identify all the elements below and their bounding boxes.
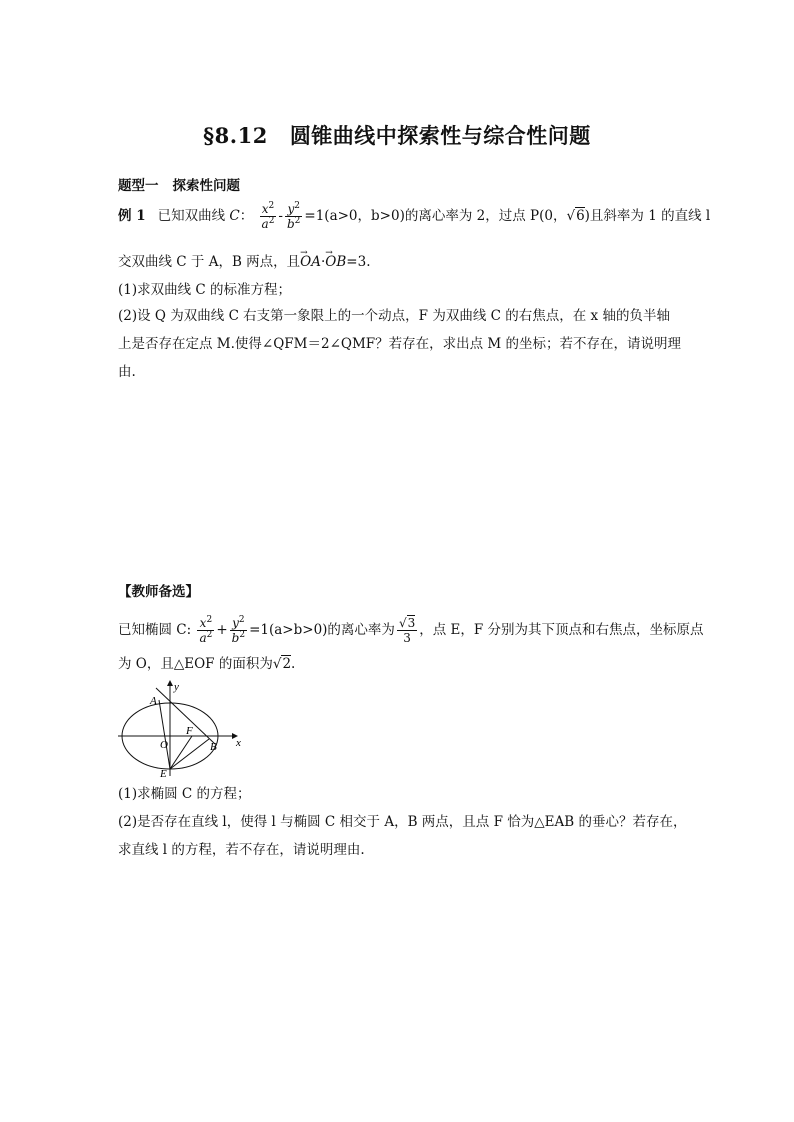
- label-y: y: [174, 681, 179, 693]
- sqrt-symbol: √: [272, 656, 282, 672]
- teacher-label: 【教师备选】: [118, 584, 199, 600]
- example1-q2-line1: (2)设 Q 为双曲线 C 右支第一象限上的一个动点，F 为双曲线 C 的右焦点，在 x 轴的负半轴: [118, 308, 670, 324]
- example1-line2: [118, 252, 371, 272]
- segment-ef: [170, 736, 192, 769]
- teacher-tail: ，点 E，F 分别为其下顶点和右焦点，坐标原点: [419, 622, 704, 638]
- fraction-x2-a2: [260, 202, 277, 231]
- curve-name: C: [229, 208, 240, 224]
- teacher-q2-line1: (2)是否存在直线 l，使得 l 与椭圆 C 相交于 A，B 两点，且点 F 恰为△EAB 的垂心？若存在，: [118, 814, 687, 830]
- segment-ea: [159, 700, 170, 769]
- exp: 2: [206, 630, 213, 640]
- ellipse-figure: [112, 678, 244, 778]
- frac-num: y: [287, 202, 295, 216]
- teacher-condition: =1(a>b>0)的离心率为: [249, 622, 395, 638]
- frac-num: x: [261, 202, 269, 216]
- teacher-line2-pre: 为 O，且△EOF 的面积为: [118, 656, 273, 672]
- frac-den: a: [261, 217, 269, 231]
- y-axis-arrow: [167, 680, 173, 686]
- example-label: 例 1: [118, 208, 146, 224]
- sqrt-symbol: √: [566, 208, 576, 224]
- title-text: 圆锥曲线中探索性与综合性问题: [289, 123, 591, 148]
- page-title: [0, 120, 794, 150]
- example1-pre: 已知双曲线: [157, 208, 226, 224]
- minus-sign: -: [278, 208, 283, 224]
- colon: ：: [239, 208, 254, 224]
- teacher-line2-end: .: [291, 656, 296, 672]
- exp: 2: [294, 216, 301, 226]
- label-f: F: [186, 725, 193, 737]
- label-a: A: [150, 695, 157, 707]
- label-o: O: [160, 739, 168, 751]
- ecc-num: 3: [407, 616, 416, 630]
- vector-oa: → OA: [300, 252, 321, 272]
- section-number: §8.12: [203, 123, 268, 148]
- type-name: 探索性问题: [172, 178, 240, 194]
- teacher-q2-line2: 求直线 l 的方程，若不存在，请说明理由.: [118, 842, 365, 858]
- fraction-y2-b2: [230, 616, 247, 645]
- line2-text: 交双曲线 C 于 A，B 两点，且: [118, 254, 301, 270]
- frac-den: b: [231, 631, 240, 645]
- example1-tail: )且斜率为 1 的直线 l: [584, 208, 711, 224]
- segment-eb: [170, 739, 209, 769]
- exp: 2: [206, 615, 213, 625]
- line2-end: =3.: [346, 254, 371, 270]
- ecc-den: 3: [403, 631, 411, 645]
- teacher-pre: 已知椭圆 C:: [118, 622, 192, 638]
- label-b: B: [210, 741, 217, 753]
- example1-q1: (1)求双曲线 C 的标准方程；: [118, 282, 292, 298]
- fraction-y2-b2: [285, 202, 302, 231]
- eccentricity-fraction: $\frac{√3}{3}$: [398, 616, 416, 645]
- condition-text: =1(a>0，b>0)的离心率为 2，过点 P(0，: [304, 208, 567, 224]
- example1-q2-line3: 由.: [118, 364, 136, 380]
- type-label: 题型一: [118, 178, 159, 194]
- dot-operator: ·: [321, 254, 326, 270]
- exp: 2: [294, 201, 300, 211]
- plus-sign: +: [216, 622, 228, 638]
- type-heading: [118, 174, 240, 194]
- frac-den: b: [286, 217, 295, 231]
- exp: 2: [268, 216, 275, 226]
- sqrt-value: 6: [576, 208, 585, 224]
- frac-den: a: [199, 631, 207, 645]
- example1-line1: [118, 202, 710, 231]
- teacher-line1: [118, 616, 704, 645]
- exp: 2: [238, 615, 245, 625]
- teacher-line2: [118, 654, 295, 674]
- fraction-x2-a2: [197, 616, 214, 645]
- teacher-q1: (1)求椭圆 C 的方程；: [118, 786, 251, 802]
- label-e: E: [160, 768, 167, 778]
- frac-num: y: [232, 616, 239, 630]
- sqrt-value: 2: [282, 656, 292, 672]
- label-x: x: [236, 737, 241, 749]
- example1-q2-line2: 上是否存在定点 M.使得∠QFM＝2∠QMF？若存在，求出点 M 的坐标；若不存在，请说明理: [118, 336, 682, 352]
- exp: 2: [268, 201, 275, 211]
- vector-ob: → OB: [325, 252, 346, 272]
- exp: 2: [239, 630, 246, 640]
- frac-num: x: [199, 616, 207, 630]
